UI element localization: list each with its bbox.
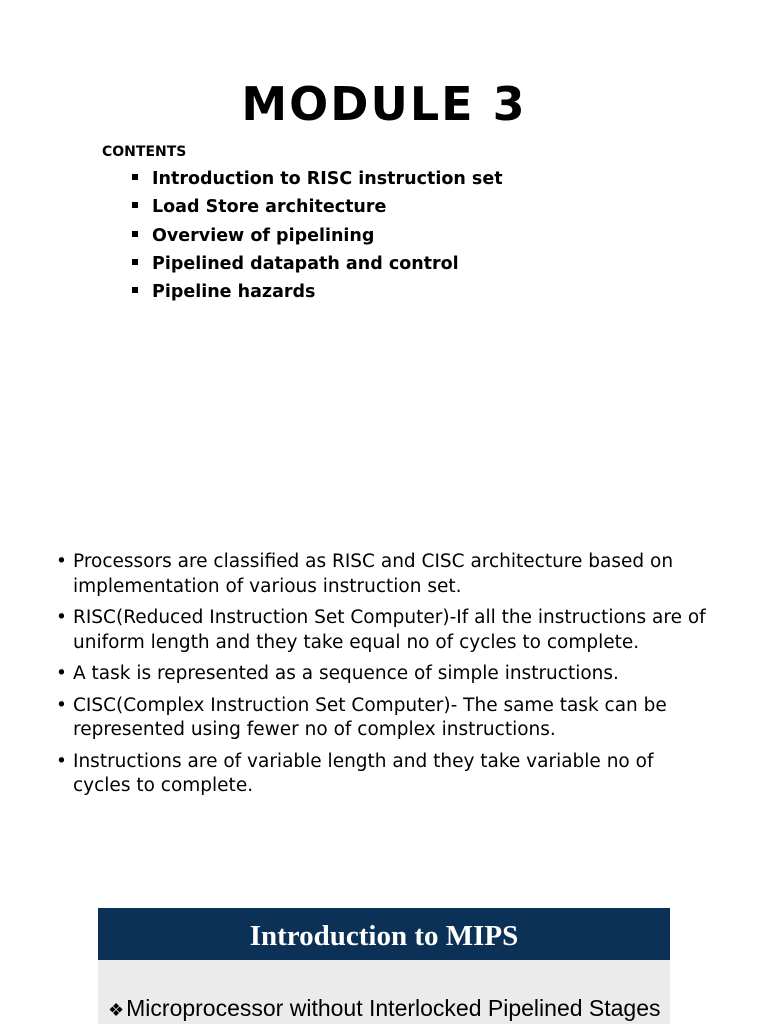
square-bullet-icon bbox=[132, 202, 138, 208]
risc-cisc-bullet-list bbox=[56, 550, 716, 806]
contents-item-text: Introduction to RISC instruction set bbox=[152, 169, 503, 189]
list-item-text: Processors are classified as RISC and CISC architecture based on implementation of various instruction set. bbox=[73, 551, 674, 597]
contents-item-text: Overview of pipelining bbox=[152, 225, 375, 246]
square-bullet-icon bbox=[132, 231, 138, 237]
list-item bbox=[56, 550, 716, 599]
square-bullet-icon bbox=[132, 259, 138, 265]
contents-item-text: Pipeline hazards bbox=[152, 282, 316, 303]
contents-list bbox=[130, 166, 503, 307]
contents-item bbox=[130, 194, 503, 222]
square-bullet-icon bbox=[132, 287, 138, 293]
contents-item-text: Load Store architecture bbox=[152, 197, 387, 218]
list-item-text: CISC(Complex Instruction Set Computer)- The same task can be represented using fewer no of complex instructions. bbox=[73, 694, 667, 740]
contents-item-text: Pipelined datapath and control bbox=[152, 253, 459, 274]
contents-item bbox=[130, 279, 503, 307]
contents-item bbox=[130, 223, 503, 251]
contents-item bbox=[130, 166, 503, 194]
mips-content-panel bbox=[98, 960, 670, 1024]
bullet-dot-icon: • bbox=[56, 551, 67, 572]
bullet-dot-icon: • bbox=[56, 607, 67, 628]
bullet-dot-icon: • bbox=[56, 663, 67, 684]
mips-first-line bbox=[108, 994, 661, 1024]
square-bullet-icon bbox=[132, 174, 138, 180]
list-item-text: RISC(Reduced Instruction Set Computer)-If all the instructions are of uniform length and they take equal no of cycles to complete. bbox=[73, 607, 706, 653]
list-item bbox=[56, 694, 716, 743]
list-item-text: Instructions are of variable length and they take variable no of cycles to complete. bbox=[73, 750, 654, 796]
bullet-dot-icon: • bbox=[56, 694, 67, 716]
mips-first-line-text: Microprocessor without Interlocked Pipelined Stages bbox=[126, 995, 661, 1021]
list-item bbox=[56, 662, 716, 687]
bullet-dot-icon: • bbox=[56, 750, 67, 772]
mips-banner: Introduction to MIPS bbox=[98, 908, 670, 960]
list-item-text: A task is represented as a sequence of simple instructions. bbox=[73, 663, 619, 684]
diamond-bullet-icon: ❖ bbox=[108, 1000, 125, 1020]
module-title: MODULE 3 bbox=[241, 77, 527, 131]
list-item bbox=[56, 606, 716, 655]
contents-item bbox=[130, 251, 503, 279]
contents-label: CONTENTS bbox=[102, 144, 187, 160]
list-item bbox=[56, 750, 716, 799]
